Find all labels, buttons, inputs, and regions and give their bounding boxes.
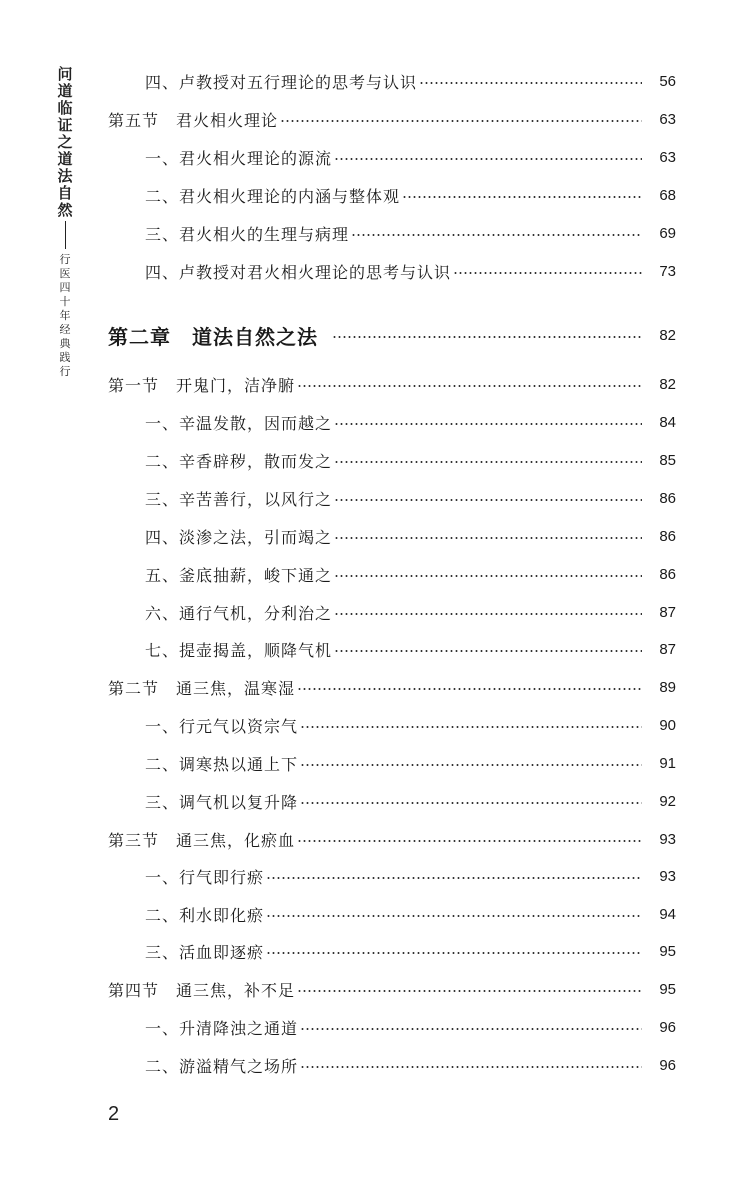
- toc-item-row[interactable]: [0, 559, 750, 589]
- toc-item-row[interactable]: [0, 407, 750, 437]
- toc-page-number: 68: [659, 186, 676, 204]
- toc-page-number: 96: [659, 1056, 676, 1074]
- toc-page-number: 90: [659, 716, 676, 734]
- toc-item-title: 五、釜底抽薪，峻下通之: [145, 565, 333, 585]
- dot-leader: [402, 196, 642, 198]
- toc-item-title: 四、卢教授对五行理论的思考与认识: [145, 72, 418, 92]
- toc-page-number: 63: [659, 148, 676, 166]
- toc-page-number: 85: [659, 451, 676, 469]
- dot-leader: [334, 158, 642, 160]
- toc-page-number: 93: [659, 867, 676, 885]
- running-subtitle-char: 经: [59, 323, 71, 336]
- dot-leader: [332, 336, 642, 338]
- running-title-char: 然: [57, 201, 73, 219]
- running-title-char: 自: [57, 184, 73, 202]
- toc-page-number: 93: [659, 830, 676, 848]
- dot-leader: [334, 650, 642, 652]
- toc-item-title: 一、行元气以资宗气: [145, 716, 299, 736]
- dot-leader: [297, 990, 642, 992]
- toc-item-row[interactable]: [0, 748, 750, 778]
- toc-item-row[interactable]: [0, 445, 750, 475]
- dot-leader: [300, 802, 642, 804]
- toc-chapter-title: 第二章 道法自然之法: [108, 324, 318, 349]
- toc-item-title: 四、淡渗之法，引而竭之: [145, 527, 333, 547]
- toc-page-number: 82: [659, 375, 676, 393]
- toc-item-title: 六、通行气机，分利治之: [145, 603, 333, 623]
- toc-page-number: 86: [659, 489, 676, 507]
- toc-item-title: 三、调气机以复升降: [145, 792, 299, 812]
- toc-page-number: 82: [659, 326, 676, 344]
- dot-leader: [300, 764, 642, 766]
- toc-item-title: 三、君火相火的生理与病理: [145, 224, 350, 244]
- toc-page-number: 96: [659, 1018, 676, 1036]
- toc-page-number: 91: [659, 754, 676, 772]
- toc-item-row[interactable]: [0, 142, 750, 172]
- toc-page-number: 95: [659, 980, 676, 998]
- dot-leader: [334, 461, 642, 463]
- running-title-char: 法: [57, 167, 73, 185]
- dot-leader: [351, 234, 642, 236]
- toc-item-title: 三、辛苦善行，以风行之: [145, 489, 333, 509]
- toc-page-number: 69: [659, 224, 676, 242]
- toc-section-title: 第二节 通三焦，温寒湿: [108, 678, 296, 698]
- toc-item-title: 一、辛温发散，因而越之: [145, 413, 333, 433]
- running-title-char: 道: [57, 82, 73, 100]
- running-subtitle-char: 践: [59, 351, 71, 364]
- dot-leader: [297, 688, 642, 690]
- toc-section-title: 第五节 君火相火理论: [108, 110, 279, 130]
- dot-leader: [280, 120, 642, 122]
- dot-leader: [300, 1066, 642, 1068]
- toc-item-row[interactable]: [0, 634, 750, 664]
- toc-page-number: 86: [659, 565, 676, 583]
- dot-leader: [334, 537, 642, 539]
- toc-item-row[interactable]: [0, 180, 750, 210]
- toc-item-row[interactable]: [0, 786, 750, 816]
- dot-leader: [297, 385, 642, 387]
- page-number: 2: [108, 1103, 120, 1125]
- toc-item-title: 二、君火相火理论的内涵与整体观: [145, 186, 401, 206]
- toc-item-row[interactable]: [0, 483, 750, 513]
- toc-section-title: 第三节 通三焦，化瘀血: [108, 830, 296, 850]
- toc-section-row[interactable]: [0, 824, 750, 854]
- dot-leader: [334, 499, 642, 501]
- running-title-char: 问: [57, 65, 73, 83]
- toc-item-title: 二、利水即化瘀: [145, 905, 265, 925]
- running-title-char: 证: [57, 116, 73, 134]
- toc-item-row[interactable]: [0, 66, 750, 96]
- dot-leader: [266, 952, 642, 954]
- toc-page-number: 87: [659, 640, 676, 658]
- toc-item-row[interactable]: [0, 218, 750, 248]
- dot-leader: [300, 726, 642, 728]
- toc-item-title: 二、游溢精气之场所: [145, 1056, 299, 1076]
- toc-section-title: 第四节 通三焦，补不足: [108, 980, 296, 1000]
- toc-item-title: 一、升清降浊之通道: [145, 1018, 299, 1038]
- toc-item-title: 二、调寒热以通上下: [145, 754, 299, 774]
- dot-leader: [300, 1028, 642, 1030]
- toc-section-row[interactable]: [0, 369, 750, 399]
- toc-item-title: 一、行气即行瘀: [145, 867, 265, 887]
- toc-page-number: 56: [659, 72, 676, 90]
- toc-item-row[interactable]: [0, 597, 750, 627]
- dot-leader: [334, 613, 642, 615]
- running-title-char: 道: [57, 150, 73, 168]
- dot-leader: [297, 840, 642, 842]
- toc-section-row[interactable]: [0, 974, 750, 1004]
- toc-page-number: 95: [659, 942, 676, 960]
- toc-page-number: 84: [659, 413, 676, 431]
- dot-leader: [453, 272, 642, 274]
- toc-page-number: 86: [659, 527, 676, 545]
- toc-section-row[interactable]: [0, 672, 750, 702]
- running-subtitle-char: 十: [59, 295, 71, 308]
- running-title-char: 之: [57, 133, 73, 151]
- running-subtitle-char: 四: [59, 281, 71, 294]
- toc-page-number: 94: [659, 905, 676, 923]
- toc-item-title: 七、提壶揭盖，顺降气机: [145, 640, 333, 660]
- toc-page-number: 92: [659, 792, 676, 810]
- running-subtitle-char: 行: [59, 253, 71, 266]
- dot-leader: [334, 423, 642, 425]
- toc-item-title: 一、君火相火理论的源流: [145, 148, 333, 168]
- dot-leader: [266, 915, 642, 917]
- toc-item-row[interactable]: [0, 936, 750, 966]
- toc-section-title: 第一节 开鬼门，洁净腑: [108, 375, 296, 395]
- running-subtitle-char: 医: [59, 267, 71, 280]
- dot-leader: [419, 82, 642, 84]
- toc-section-row[interactable]: [0, 104, 750, 134]
- toc-page-number: 73: [659, 262, 676, 280]
- dot-leader: [334, 575, 642, 577]
- toc-item-title: 三、活血即逐瘀: [145, 942, 265, 962]
- toc-chapter-row[interactable]: [0, 320, 750, 350]
- toc-item-row[interactable]: [0, 710, 750, 740]
- toc-item-row[interactable]: [0, 899, 750, 929]
- toc-item-row[interactable]: [0, 1050, 750, 1080]
- toc-page-number: 89: [659, 678, 676, 696]
- running-subtitle-char: 行: [59, 365, 71, 378]
- running-title-char: 临: [57, 99, 73, 117]
- toc-item-title: 二、辛香辟秽，散而发之: [145, 451, 333, 471]
- dot-leader: [266, 877, 642, 879]
- running-subtitle-char: 年: [59, 309, 71, 322]
- toc-item-title: 四、卢教授对君火相火理论的思考与认识: [145, 262, 452, 282]
- toc-item-row[interactable]: [0, 1012, 750, 1042]
- toc-item-row[interactable]: [0, 521, 750, 551]
- toc-page-number: 87: [659, 603, 676, 621]
- toc-item-row[interactable]: [0, 861, 750, 891]
- toc-item-row[interactable]: [0, 256, 750, 286]
- toc-page-number: 63: [659, 110, 676, 128]
- running-subtitle-char: 典: [59, 337, 71, 350]
